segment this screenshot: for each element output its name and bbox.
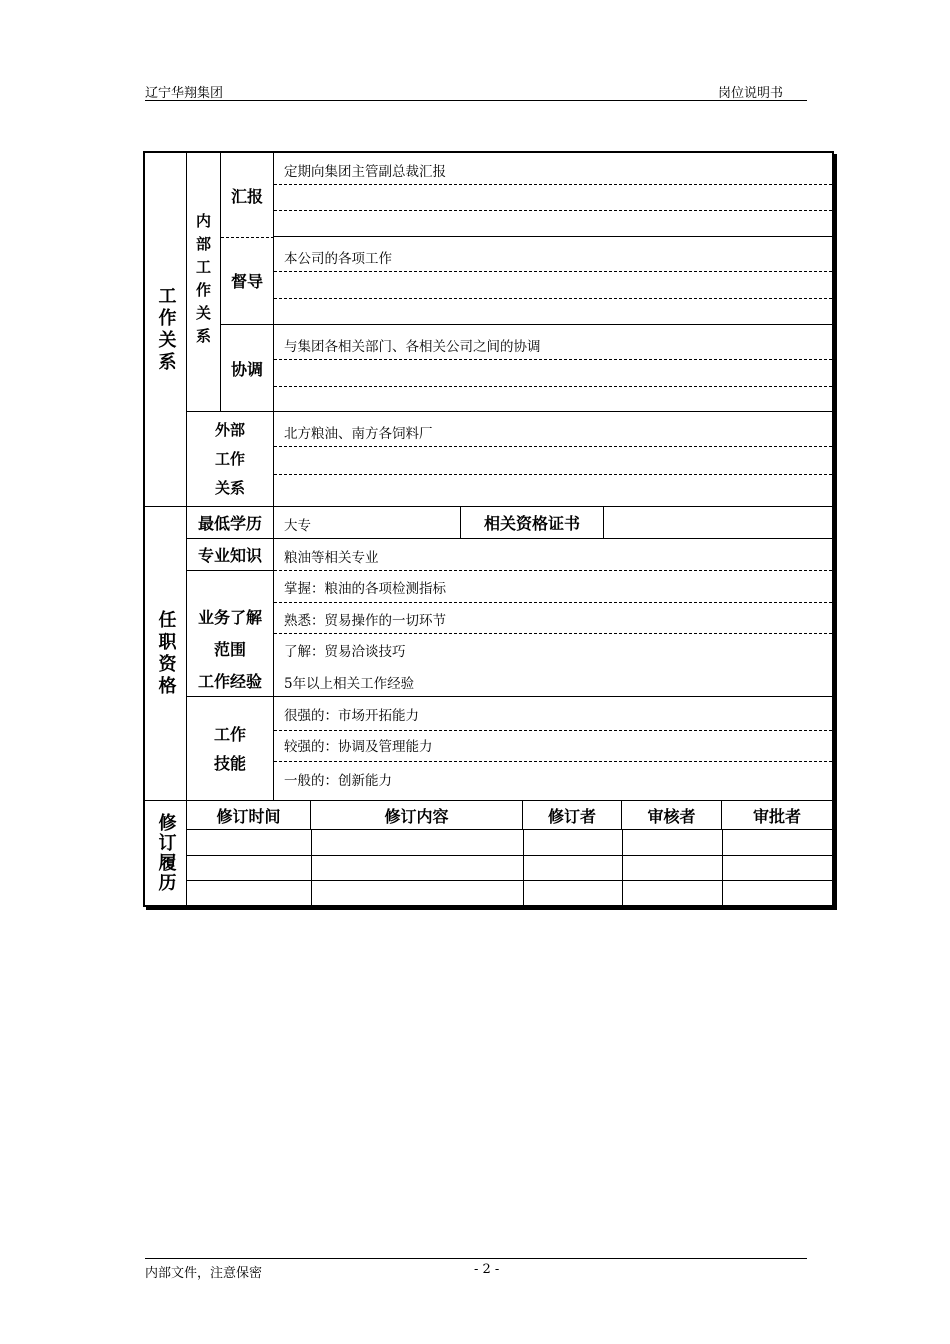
- external-content: [274, 412, 832, 507]
- experience-value-cell: [274, 665, 832, 697]
- dashed-rule: [274, 271, 832, 272]
- education-label: [187, 507, 274, 539]
- qualifications-label: [145, 507, 187, 801]
- revision-col-divider: [722, 830, 723, 909]
- revision-col-reviser: [523, 801, 622, 830]
- internal-relations-label: [187, 153, 221, 412]
- header-divider: [145, 100, 807, 101]
- skills-content: [274, 697, 832, 801]
- education-label-text: 最低学历: [197, 514, 262, 533]
- knowledge-label: [187, 539, 274, 571]
- qualifications-label-text: 任职资格: [155, 609, 177, 698]
- report-text: 定期向集团主管副总裁汇报: [284, 164, 446, 180]
- report-label: [221, 153, 274, 237]
- skills-item: 很强的：市场开拓能力: [284, 708, 419, 724]
- coordinate-label-text: 协调: [230, 359, 263, 379]
- revision-col-divider: [523, 830, 524, 909]
- footer-page-number: - 2 -: [474, 1262, 500, 1277]
- dashed-rule: [274, 386, 832, 387]
- revision-history-label-text: 修订履历: [155, 813, 177, 893]
- experience-label-text: 工作经验: [197, 672, 262, 691]
- dashed-rule: [274, 602, 832, 603]
- dashed-rule: [274, 359, 832, 360]
- work-relations-label-text: 工作关系: [155, 285, 177, 374]
- skills-label-line2: 技能: [213, 753, 246, 773]
- dashed-rule: [274, 298, 832, 299]
- skills-item: 较强的：协调及管理能力: [284, 739, 433, 755]
- education-value-cell: [274, 507, 461, 539]
- coordinate-content: [274, 325, 832, 412]
- dashed-rule: [274, 210, 832, 211]
- dashed-rule: [274, 761, 832, 762]
- revision-col-content-text: 修订内容: [384, 806, 449, 826]
- skills-label: [187, 697, 274, 801]
- business-scope-item: 了解：贸易洽谈技巧: [284, 644, 406, 660]
- revision-col-approver-text: 审批者: [752, 806, 801, 826]
- business-scope-item: 掌握：粮油的各项检测指标: [284, 581, 446, 597]
- header-company: 辽宁华翔集团: [145, 86, 224, 101]
- business-scope-item: 熟悉：贸易操作的一切环节: [284, 613, 446, 629]
- knowledge-value: 粮油等相关专业: [284, 550, 379, 566]
- business-scope-label-line2: 范围: [213, 639, 246, 659]
- dashed-rule: [274, 184, 832, 185]
- footer-divider: [145, 1258, 807, 1259]
- header-doc-type: 岗位说明书: [718, 86, 784, 101]
- external-label-line1: 外部: [214, 420, 245, 439]
- footer-confidential: 内部文件，注意保密: [145, 1266, 263, 1281]
- revision-history-label: [145, 801, 187, 905]
- revision-col-reviewer-text: 审核者: [647, 806, 696, 826]
- certificate-label: [461, 507, 604, 539]
- external-text: 北方粮油、南方各饲料厂: [284, 426, 433, 442]
- dashed-rule: [274, 474, 832, 475]
- supervise-label-text: 督导: [230, 272, 263, 291]
- certificate-label-text: 相关资格证书: [483, 514, 580, 533]
- business-scope-label-line1: 业务了解: [197, 607, 262, 627]
- revision-col-divider: [311, 830, 312, 909]
- education-value: 大专: [284, 518, 311, 534]
- revision-col-time-text: 修订时间: [216, 806, 281, 826]
- experience-label: [187, 665, 274, 697]
- work-relations-label: [145, 153, 187, 507]
- revision-col-reviewer: [622, 801, 722, 830]
- job-description-table: [143, 151, 834, 907]
- revision-col-approver: [722, 801, 832, 830]
- revision-col-content: [311, 801, 523, 830]
- coordinate-label: [221, 325, 274, 412]
- external-label-line3: 关系: [214, 478, 245, 497]
- revision-row-divider: [187, 880, 832, 881]
- dashed-rule: [274, 446, 832, 447]
- dashed-rule: [274, 730, 832, 731]
- external-label-line2: 工作: [214, 449, 245, 468]
- knowledge-label-text: 专业知识: [197, 546, 262, 565]
- experience-value: 5年以上相关工作经验: [284, 676, 415, 692]
- supervise-label: [221, 237, 274, 325]
- revision-row-divider: [187, 855, 832, 856]
- revision-col-divider: [622, 830, 623, 909]
- skills-label-line1: 工作: [213, 724, 246, 744]
- knowledge-value-cell: [274, 539, 832, 571]
- dashed-rule: [274, 633, 832, 634]
- revision-col-reviser-text: 修订者: [547, 806, 596, 826]
- report-label-text: 汇报: [230, 186, 263, 206]
- supervise-text: 本公司的各项工作: [284, 251, 392, 267]
- internal-relations-label-text: 内部工作关系: [194, 213, 212, 351]
- skills-item: 一般的：创新能力: [284, 773, 392, 789]
- coordinate-text: 与集团各相关部门、各相关公司之间的协调: [284, 339, 541, 355]
- report-content: [274, 153, 832, 237]
- revision-col-time: [187, 801, 311, 830]
- certificate-value-cell: [604, 507, 832, 539]
- supervise-content: [274, 237, 832, 325]
- external-relations-label: [187, 412, 274, 507]
